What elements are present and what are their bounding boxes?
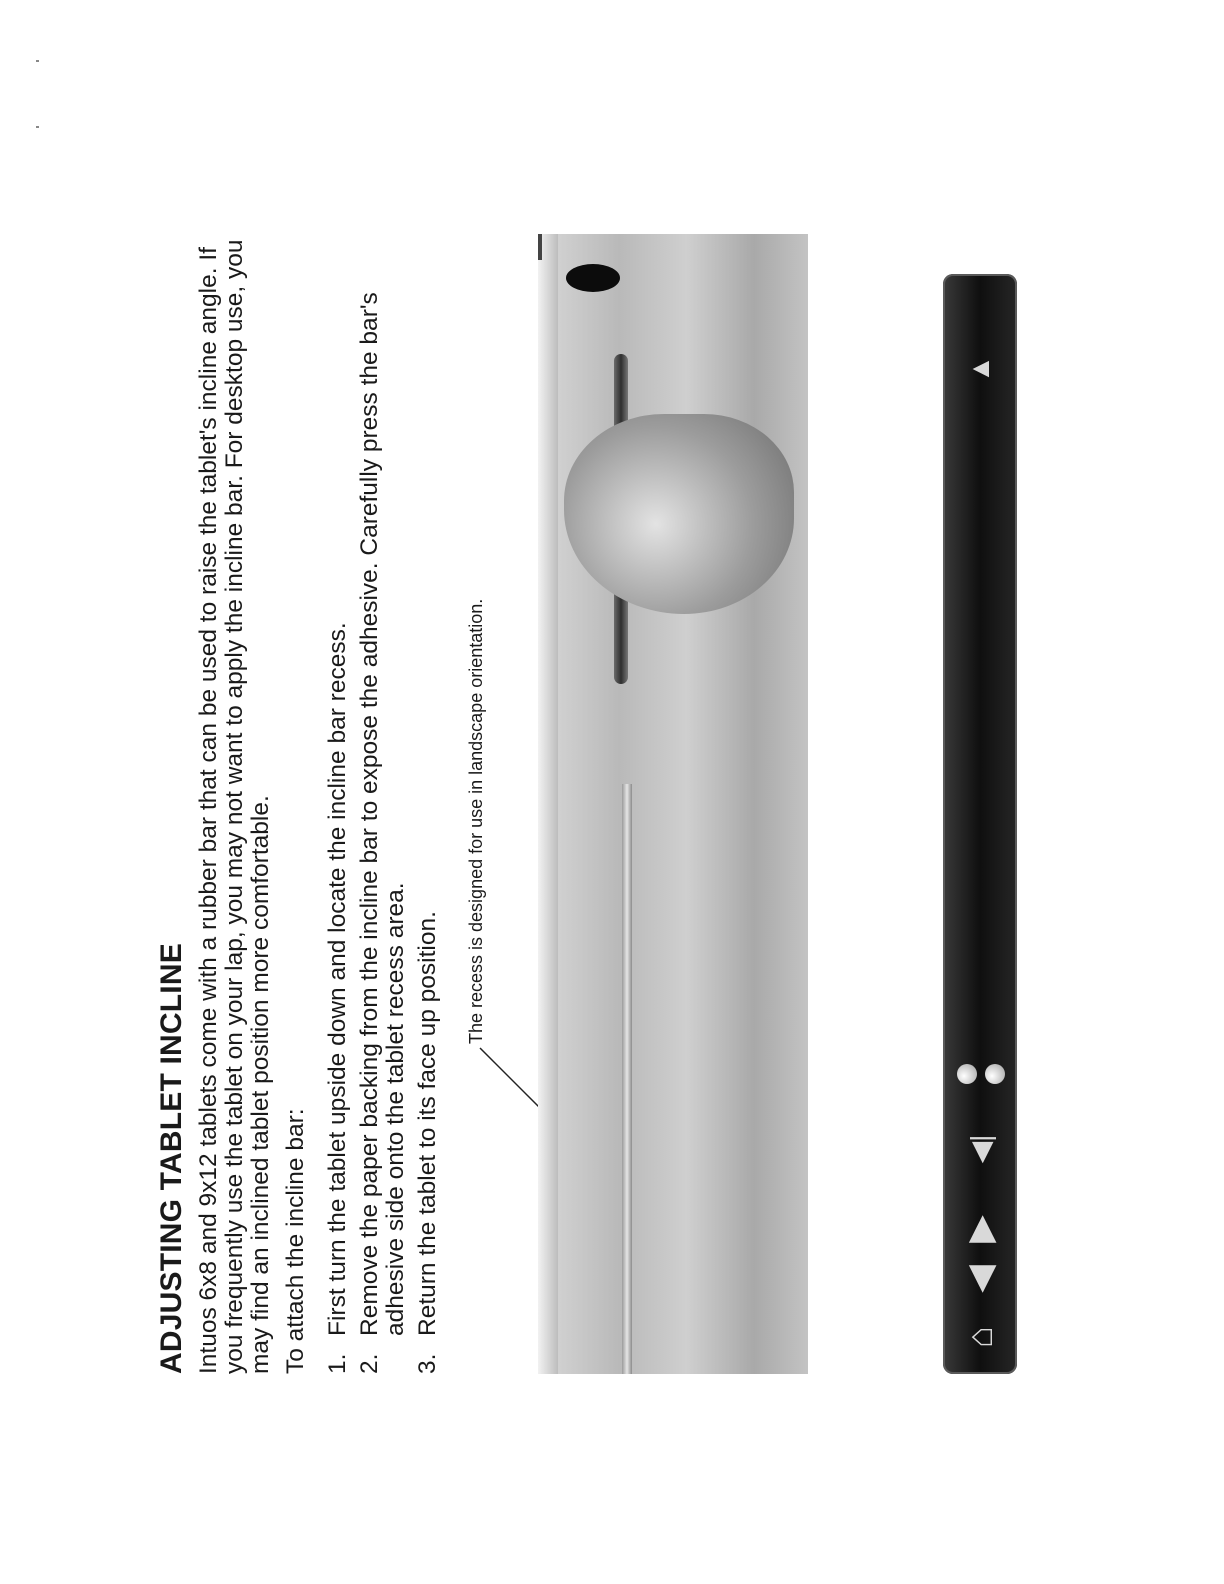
cable-tip xyxy=(538,234,542,260)
scan-speck xyxy=(36,126,39,128)
page-title: ADJUSTING TABLET INCLINE xyxy=(155,943,188,1374)
tablet-foot xyxy=(566,264,620,292)
status-dot-icon xyxy=(985,1064,1005,1084)
intro-paragraph: Intuos 6x8 and 9x12 tablets come with a rubber bar that can be used to raise the tablet's incline angle. If you frequently use the tablet on your lap, you may not want to apply the incline bar. For desktop use, you may find an inclined tablet position more comfortable. xyxy=(195,239,274,1374)
step-text: Remove the paper backing from the incline bar to expose the adhesive. Carefully press the bar's adhesive side onto the tablet recess area. xyxy=(356,292,409,1336)
step-text: First turn the tablet upside down and locate the incline bar recess. xyxy=(324,622,351,1336)
step-1 xyxy=(325,274,351,1374)
tablet-edge xyxy=(538,234,558,784)
recess-groove xyxy=(622,694,632,1374)
up-triangle-icon: ▲ xyxy=(964,355,995,383)
home-icon: ⌂ xyxy=(959,1326,1000,1348)
hand-pressing-bar xyxy=(564,414,794,614)
step-text: Return the tablet to its face up position. xyxy=(414,911,441,1336)
image-caption: The recess is designed for use in landscape orientation. xyxy=(466,598,486,1044)
status-dot-icon xyxy=(957,1064,977,1084)
step-number: 2. xyxy=(356,1353,383,1374)
scan-speck xyxy=(36,60,39,62)
navigation-toolbar xyxy=(943,274,1017,1374)
step-number: 1. xyxy=(324,1353,351,1374)
back-button[interactable] xyxy=(955,1124,1005,1174)
triangle-right-icon: ▶ xyxy=(959,1215,1000,1243)
attach-instructions-label: To attach the incline bar: xyxy=(282,1108,309,1374)
home-button[interactable] xyxy=(955,1312,1005,1362)
rewind-icon: ◀| xyxy=(964,1134,996,1164)
triangle-left-icon: ◀ xyxy=(959,1265,1000,1293)
next-page-button[interactable] xyxy=(955,1204,1005,1254)
steps-list xyxy=(325,274,447,1374)
step-2 xyxy=(357,274,409,1374)
previous-page-button[interactable] xyxy=(955,1254,1005,1304)
incline-bar-photo xyxy=(538,234,808,784)
step-number: 3. xyxy=(414,1353,441,1374)
step-3 xyxy=(415,274,441,1374)
contents-button[interactable] xyxy=(955,344,1005,394)
